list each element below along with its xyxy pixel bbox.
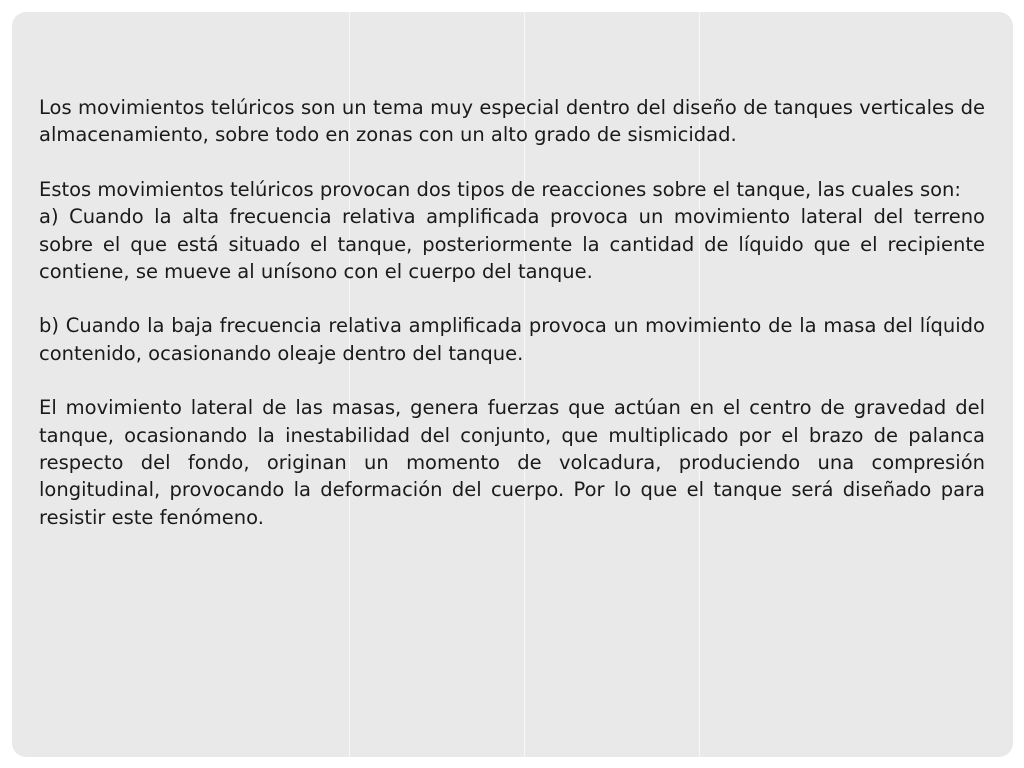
slide-body-text [39, 94, 985, 531]
paragraph-spacer [39, 285, 985, 312]
slide [12, 12, 1013, 757]
paragraph-item-b: b) Cuando la baja frecuencia relativa amplificada provoca un movimiento de la masa del líquido contenido, ocasionando oleaje dentro del tanque. [39, 314, 985, 365]
paragraph-spacer [39, 149, 985, 176]
paragraph-item-a: a) Cuando la alta frecuencia relativa amplificada provoca un movimiento lateral del terreno sobre el que está situado el tanque, posteriormente la cantidad de líquido que el recipiente contiene, se mueve al unísono con el cuerpo del tanque. [39, 205, 985, 284]
paragraph-intro: Los movimientos telúricos son un tema muy especial dentro del diseño de tanques verticales de almacenamiento, sobre todo en zonas con un alto grado de sismicidad. [39, 96, 985, 147]
paragraph-conclusion: El movimiento lateral de las masas, genera fuerzas que actúan en el centro de gravedad del tanque, ocasionando la inestabilidad del conjunto, que multiplicado por el brazo de palanca respecto del fondo, originan un momento de volcadura, produciendo una compresión longitudinal, provocando la deformación del cuerpo. Por lo que el tanque será diseñado para resistir este fenómeno. [39, 396, 985, 529]
paragraph-reactions: Estos movimientos telúricos provocan dos tipos de reacciones sobre el tanque, las cuales son: [39, 177, 961, 201]
paragraph-spacer [39, 367, 985, 394]
